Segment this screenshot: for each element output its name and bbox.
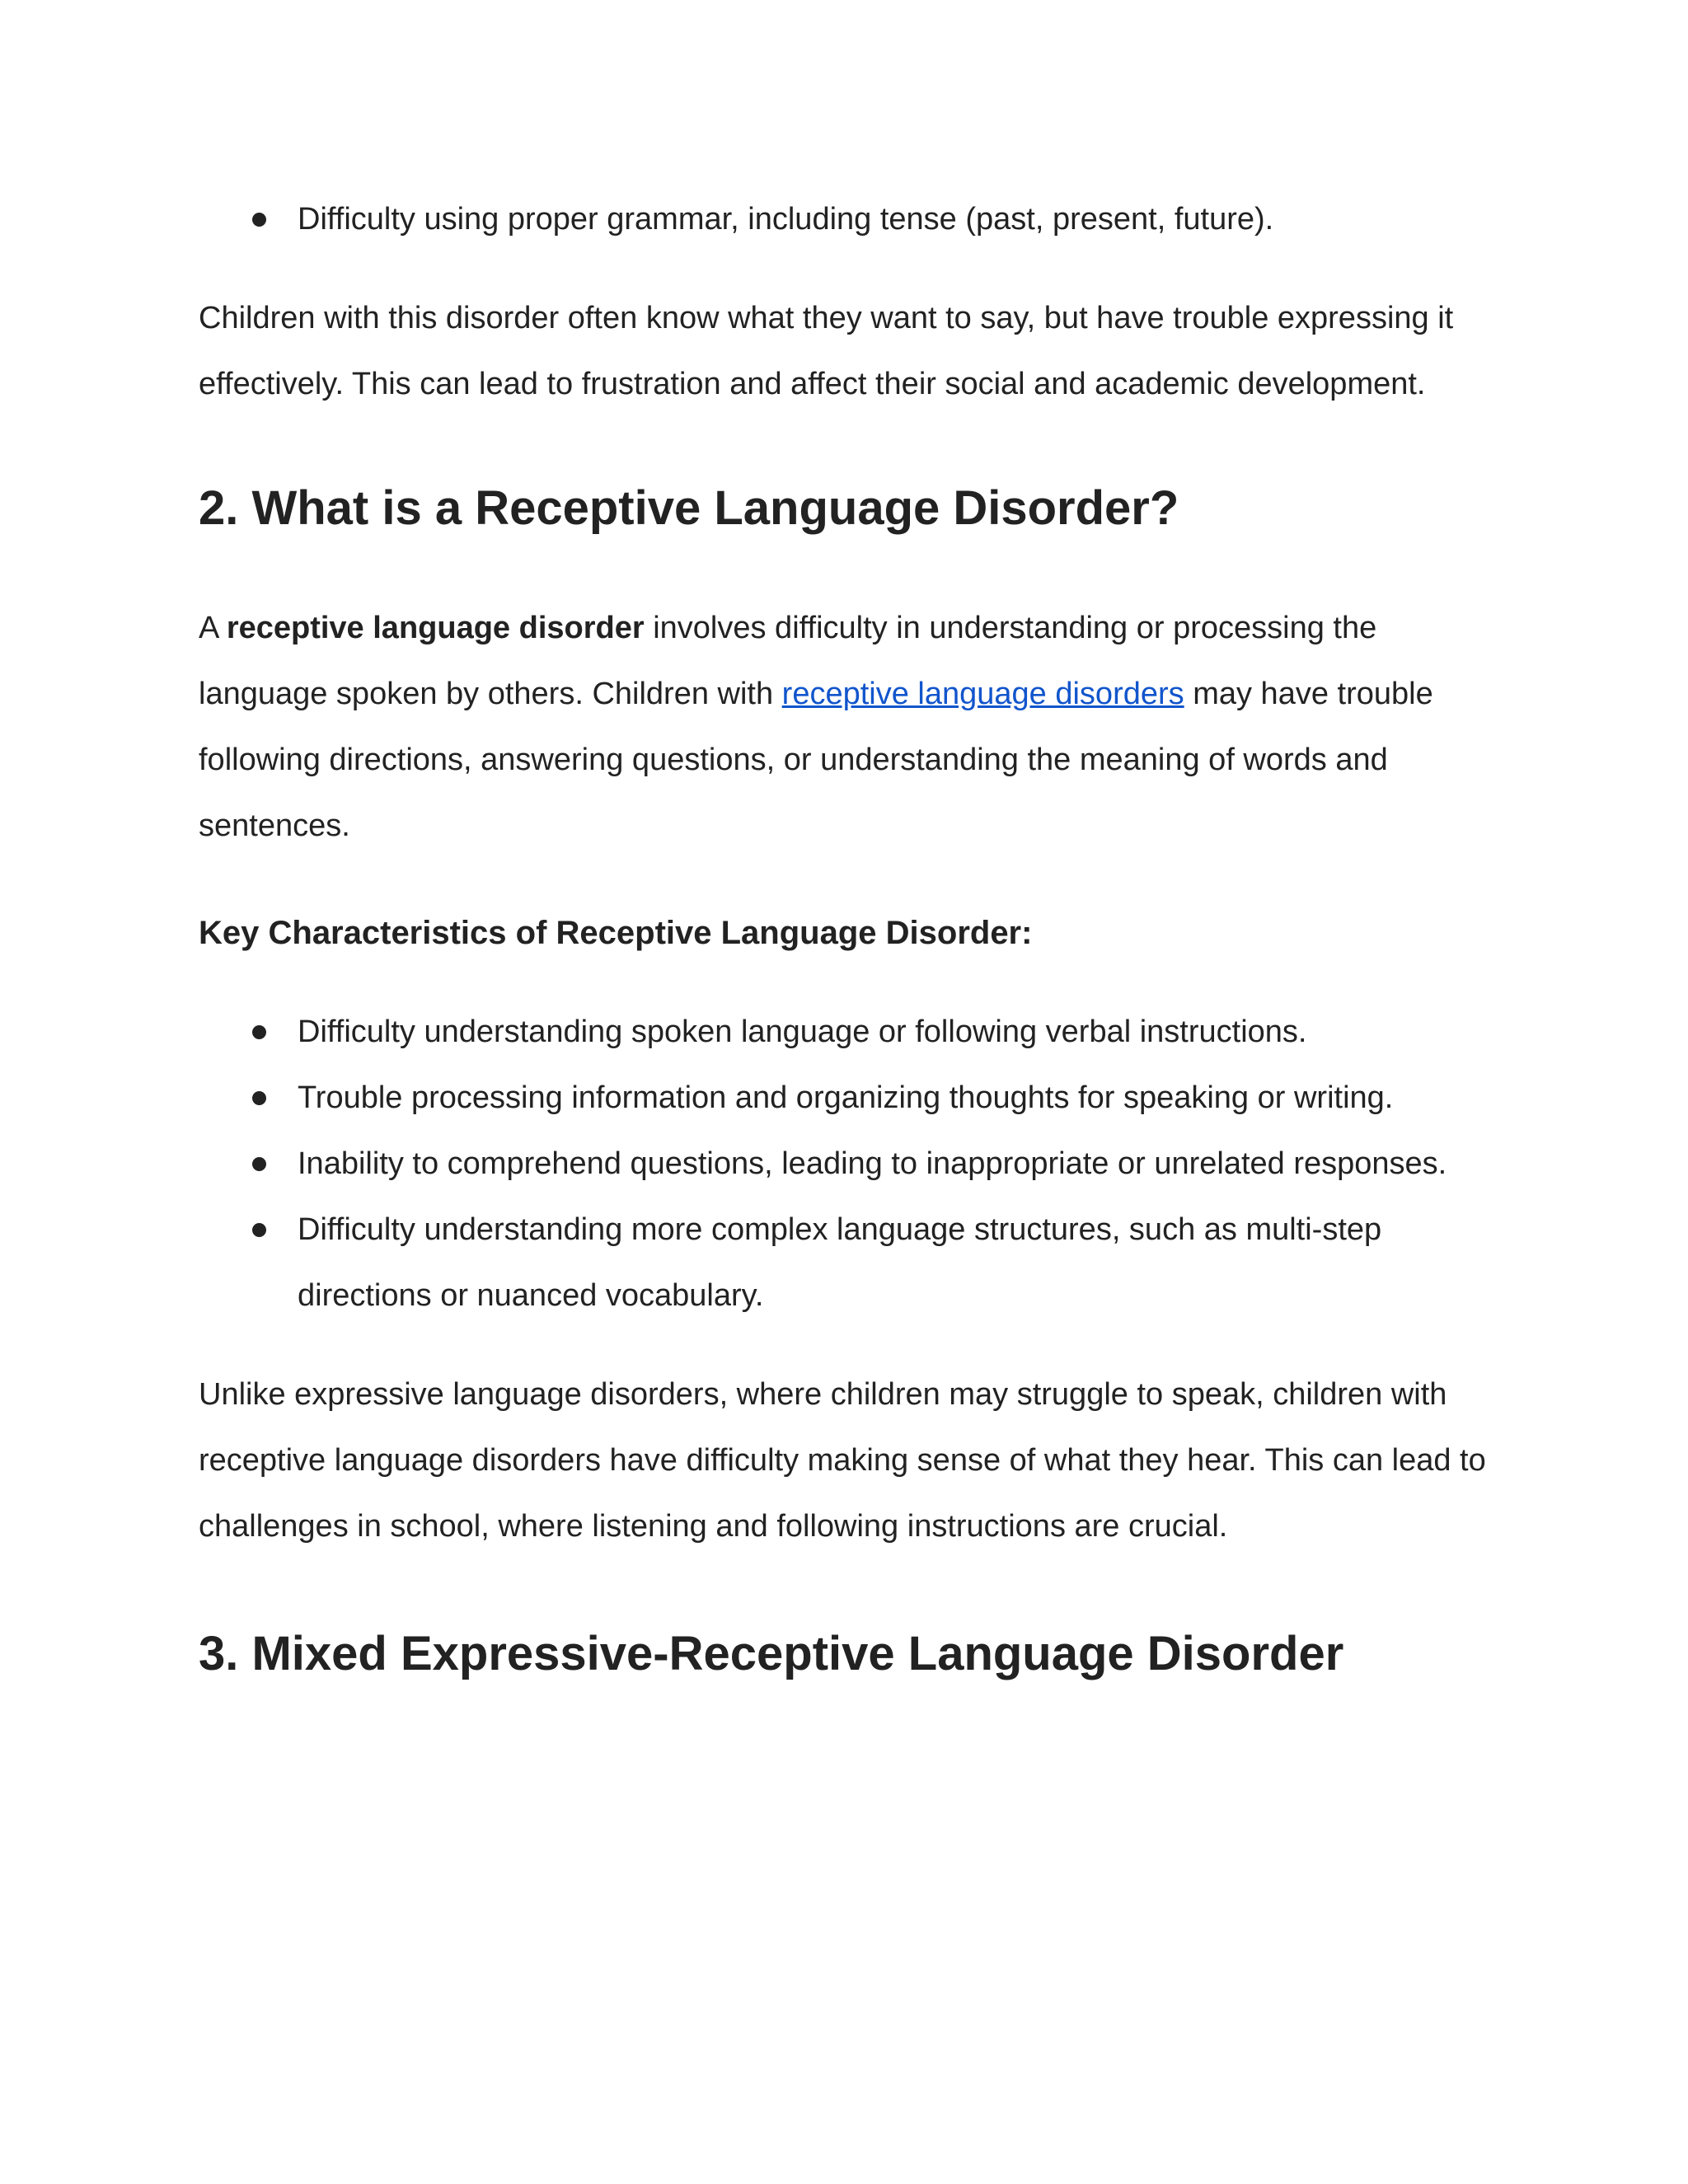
grammar-bullet-list (199, 186, 1501, 252)
bullet-icon (252, 213, 266, 227)
list-item (199, 999, 1501, 1065)
list-item (199, 1131, 1501, 1197)
list-item-text: Difficulty using proper grammar, including tense (past, present, future). (298, 202, 1274, 237)
expressive-summary-paragraph: Children with this disorder often know what they want to say, but have trouble expressing it effectively. This can lead to frustration and affect their social and academic development. (199, 301, 1454, 401)
bold-term: receptive language disorder (226, 611, 645, 645)
key-characteristics-heading: Key Characteristics of Receptive Language Disorder: (199, 915, 1033, 951)
key-characteristics-list (199, 999, 1501, 1329)
list-item (199, 1197, 1501, 1329)
list-item-text: Trouble processing information and organizing thoughts for speaking or writing. (298, 1080, 1394, 1115)
receptive-language-disorders-link[interactable]: receptive language disorders (781, 677, 1184, 711)
document-content (199, 186, 1501, 1683)
bullet-icon (252, 1223, 266, 1237)
bullet-icon (252, 1091, 266, 1105)
list-item (199, 186, 1501, 252)
bullet-icon (252, 1025, 266, 1039)
list-item-text: Difficulty understanding spoken language or following verbal instructions. (298, 1015, 1307, 1049)
receptive-intro-paragraph (199, 595, 1501, 859)
list-item (199, 1065, 1501, 1131)
intro-middle: involves difficulty in understanding or processing the language spoken by others. Children with (199, 611, 1377, 711)
intro-prefix: A (199, 611, 227, 645)
list-item-text: Inability to comprehend questions, leading to inappropriate or unrelated responses. (298, 1146, 1447, 1181)
list-item-text: Difficulty understanding more complex language structures, such as multi-step directions or nuanced vocabulary. (298, 1212, 1382, 1313)
section-3-heading: 3. Mixed Expressive-Receptive Language Disorder (199, 1627, 1344, 1680)
receptive-closing-paragraph: Unlike expressive language disorders, where children may struggle to speak, children with receptive language disorders have difficulty making sense of what they hear. This can lead to challenges in school, where listening and following instructions are crucial. (199, 1377, 1486, 1544)
section-2-heading: 2. What is a Receptive Language Disorder? (199, 481, 1179, 535)
bullet-icon (252, 1157, 266, 1171)
intro-suffix: may have trouble following directions, answering questions, or understanding the meaning of words and sentences. (199, 677, 1433, 843)
